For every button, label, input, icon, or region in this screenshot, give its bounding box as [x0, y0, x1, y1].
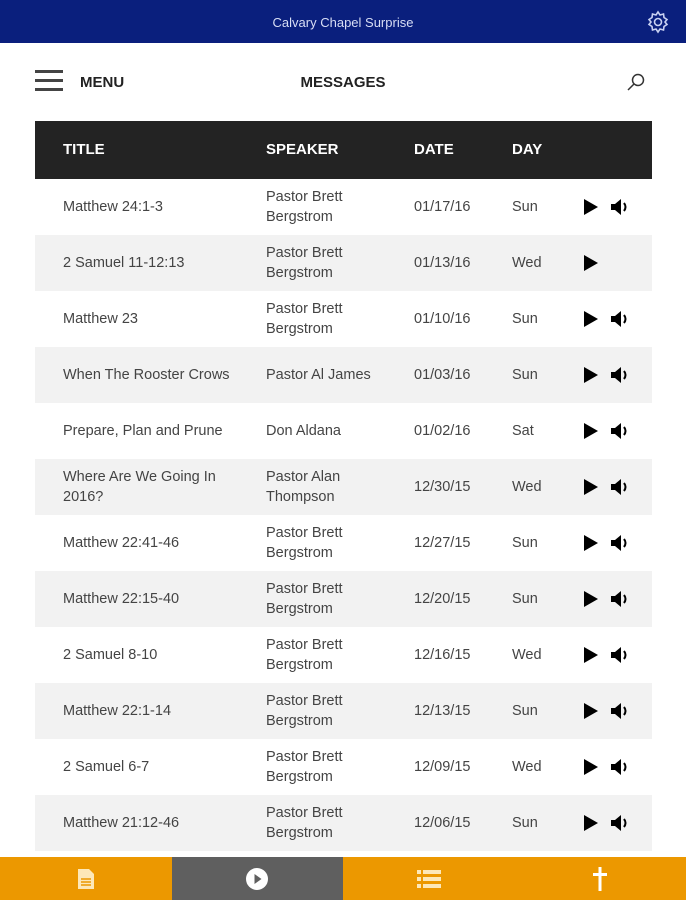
row-speaker: Pastor Brett Bergstrom	[266, 805, 343, 841]
row-title: Matthew 21:12-46	[63, 815, 180, 831]
app-title-bar	[0, 0, 686, 43]
row-date: 01/03/16	[414, 367, 471, 383]
cross-icon	[592, 867, 608, 891]
row-title: Prepare, Plan and Prune	[63, 423, 223, 439]
table-row[interactable]	[35, 347, 652, 403]
row-day: Sun	[512, 199, 538, 215]
play-icon[interactable]	[584, 703, 598, 719]
row-title: Matthew 22:1-14	[63, 703, 172, 719]
audio-icon[interactable]	[610, 310, 630, 328]
row-title: 2 Samuel 11-12:13	[63, 255, 185, 271]
table-row[interactable]	[35, 515, 652, 571]
messages-table	[35, 121, 652, 851]
row-title: Matthew 22:41-46	[63, 535, 180, 551]
column-date: DATE	[414, 141, 454, 158]
audio-icon[interactable]	[610, 702, 630, 720]
row-speaker: Don Aldana	[266, 423, 341, 439]
table-row[interactable]	[35, 627, 652, 683]
audio-icon[interactable]	[610, 534, 630, 552]
play-icon[interactable]	[584, 759, 598, 775]
row-day: Wed	[512, 255, 542, 271]
page-header	[0, 60, 686, 104]
row-speaker: Pastor Brett Bergstrom	[266, 245, 343, 281]
table-row[interactable]	[35, 571, 652, 627]
row-speaker: Pastor Brett Bergstrom	[266, 581, 343, 617]
bottom-nav	[0, 857, 686, 900]
row-speaker: Pastor Alan Thompson	[266, 469, 341, 505]
document-icon	[77, 868, 95, 890]
table-row[interactable]	[35, 179, 652, 235]
row-speaker: Pastor Brett Bergstrom	[266, 301, 343, 337]
row-speaker: Pastor Brett Bergstrom	[266, 749, 343, 785]
row-day: Wed	[512, 647, 542, 663]
nav-faith[interactable]	[515, 857, 686, 900]
row-speaker: Pastor Brett Bergstrom	[266, 189, 343, 225]
play-icon[interactable]	[584, 423, 598, 439]
row-day: Sun	[512, 535, 538, 551]
table-row[interactable]	[35, 235, 652, 291]
table-row[interactable]	[35, 795, 652, 851]
audio-icon[interactable]	[610, 646, 630, 664]
row-date: 12/06/15	[414, 815, 471, 831]
row-speaker: Pastor Brett Bergstrom	[266, 525, 343, 561]
audio-icon[interactable]	[610, 758, 630, 776]
play-icon[interactable]	[584, 479, 598, 495]
row-date: 12/30/15	[414, 479, 471, 495]
row-speaker: Pastor Al James	[266, 367, 371, 383]
row-date: 12/13/15	[414, 703, 471, 719]
column-day: DAY	[512, 141, 543, 158]
play-icon[interactable]	[584, 535, 598, 551]
row-day: Sun	[512, 367, 538, 383]
page-title: MESSAGES	[300, 74, 386, 91]
row-date: 01/13/16	[414, 255, 471, 271]
row-day: Sat	[512, 423, 534, 439]
row-title: Matthew 23	[63, 311, 138, 327]
row-title: When The Rooster Crows	[63, 367, 230, 383]
row-day: Sun	[512, 591, 538, 607]
play-icon[interactable]	[584, 255, 598, 271]
row-date: 12/16/15	[414, 647, 471, 663]
nav-notes[interactable]	[0, 857, 172, 900]
audio-icon[interactable]	[610, 478, 630, 496]
row-day: Sun	[512, 703, 538, 719]
app-title: Calvary Chapel Surprise	[272, 15, 414, 30]
row-speaker: Pastor Brett Bergstrom	[266, 693, 343, 729]
row-date: 01/02/16	[414, 423, 471, 439]
play-icon[interactable]	[584, 647, 598, 663]
row-date: 12/27/15	[414, 535, 471, 551]
row-title: 2 Samuel 8-10	[63, 647, 158, 663]
audio-icon[interactable]	[610, 814, 630, 832]
row-title: Matthew 24:1-3	[63, 199, 163, 215]
row-speaker: Pastor Brett Bergstrom	[266, 637, 343, 673]
column-title: TITLE	[63, 141, 105, 158]
row-title: Where Are We Going In 2016?	[63, 469, 216, 505]
nav-messages[interactable]	[172, 857, 344, 900]
table-row[interactable]	[35, 459, 652, 515]
row-title: 2 Samuel 6-7	[63, 759, 150, 775]
audio-icon[interactable]	[610, 198, 630, 216]
play-icon[interactable]	[584, 311, 598, 327]
table-row[interactable]	[35, 739, 652, 795]
row-date: 01/10/16	[414, 311, 471, 327]
menu-button[interactable]: MENU	[80, 74, 125, 91]
row-date: 12/09/15	[414, 759, 471, 775]
row-day: Wed	[512, 759, 542, 775]
column-speaker: SPEAKER	[266, 141, 339, 158]
row-title: Matthew 22:15-40	[63, 591, 180, 607]
audio-icon[interactable]	[610, 366, 630, 384]
row-day: Sun	[512, 815, 538, 831]
gear-icon[interactable]	[646, 10, 670, 34]
list-icon	[417, 869, 441, 889]
row-date: 01/17/16	[414, 199, 471, 215]
audio-icon[interactable]	[610, 422, 630, 440]
play-icon[interactable]	[584, 199, 598, 215]
play-circle-icon	[245, 867, 269, 891]
table-row[interactable]	[35, 291, 652, 347]
nav-list[interactable]	[343, 857, 515, 900]
play-icon[interactable]	[584, 367, 598, 383]
row-day: Wed	[512, 479, 542, 495]
table-row[interactable]	[35, 683, 652, 739]
row-day: Sun	[512, 311, 538, 327]
row-date: 12/20/15	[414, 591, 471, 607]
play-icon[interactable]	[584, 815, 598, 831]
table-row[interactable]	[35, 403, 652, 459]
play-icon[interactable]	[584, 591, 598, 607]
search-icon[interactable]	[626, 72, 646, 92]
table-header	[35, 121, 652, 179]
audio-icon[interactable]	[610, 590, 630, 608]
